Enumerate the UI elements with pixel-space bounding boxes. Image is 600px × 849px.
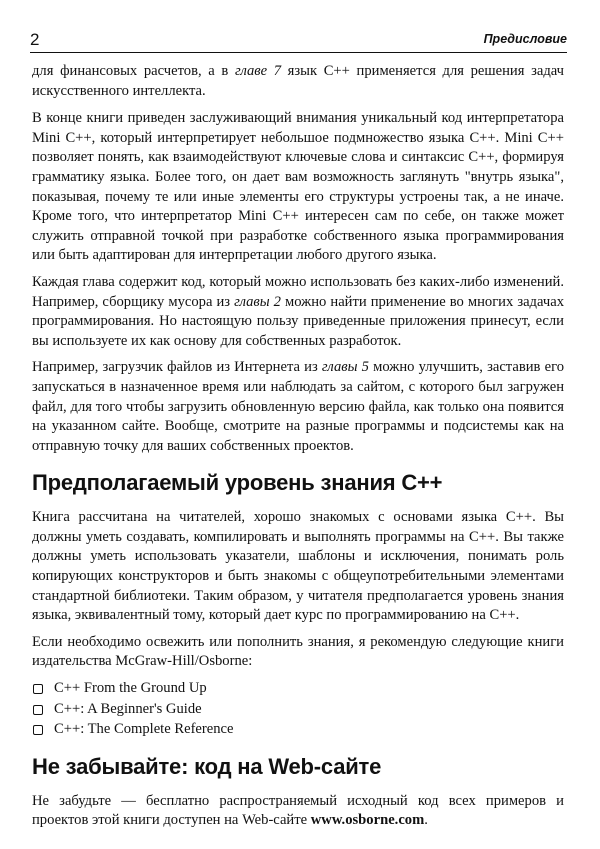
book-title: C++: A Beginner's Guide — [54, 700, 202, 717]
page-header — [30, 30, 567, 53]
text-run: можно улучшить, заставив его запускаться в назначенное время или наблюдать за сайтом, с которого был загружен файл, для того чтобы загрузить обновленную версию файла, как только она появится на указанном сайте. Вообще, смотрите на разные программы и подсистемы как на отправную точку для ваших собственных проектов. — [32, 359, 564, 454]
book-title: C++: The Complete Reference — [54, 721, 234, 738]
section-heading-knowledge: Предполагаемый уровень знания C++ — [32, 470, 443, 496]
book-list — [32, 679, 564, 740]
text-run: Например, загрузчик файлов из Интернета из — [32, 359, 322, 376]
website-url: www.osborne.com — [310, 812, 425, 829]
chapter-reference: главы 5 — [321, 359, 369, 376]
paragraph-audience: Книга рассчитана на читателей, хорошо знакомых с основами языка C++. Вы должны уметь создавать, компилировать и выполнять программы на C++. Вы также должны уметь использовать указатели, шаблоны и исключения, понимать роль копирующих конструкторов и быть знакомы с общеупотребительными элементами стандартной библиотеки. Таким образом, у читателя предполагается уровень знания языка, эквивалентный тому, который дает курс по программированию на C++. — [32, 509, 564, 624]
paragraph-continued — [32, 62, 564, 101]
text-run: язык C++ применяется для решения задач искусственного интеллекта. — [32, 63, 564, 99]
list-item — [32, 679, 564, 699]
text-run: можно найти применение во многих задачах программирования. Но настоящую пользу приведенные приложения принесут, если вы используете их как основу для собственных разработок. — [32, 293, 564, 349]
paragraph-recommend: Если необходимо освежить или пополнить знания, я рекомендую следующие книги издательства McGraw-Hill/Osborne: — [32, 633, 564, 670]
paragraph-downloader — [32, 358, 564, 456]
text-run: Не забудьте — бесплатно распространяемый исходный код всех примеров и проектов этой книги доступен на Web-сайте — [32, 792, 564, 829]
paragraph-interpreter: В конце книги приведен заслуживающий внимания уникальный код интерпретатора Mini C++, который интерпретирует небольшое подмножество языка C++. Mini C++ позволяет понять, как взаимодействуют ключевые слова и синтаксис C++, формируя грамматику языка. Более того, он дает вам возможность заглянуть "внутрь языка", показывая, почему те или иные элементы его структуры устроены так, а не иначе. Кроме того, что интерпретатор Mini C++ интересен сам по себе, он также может служить отправной точкой при разработке собственного языка программирования или быть адаптирован для интерпретации любого другого языка. — [32, 110, 564, 264]
running-title: Предисловие — [483, 32, 567, 46]
section-heading-website: Не забывайте: код на Web-сайте — [32, 753, 382, 779]
page-number: 2 — [30, 30, 40, 49]
checkbox-bullet-icon — [33, 725, 43, 735]
chapter-reference: главы 2 — [234, 293, 281, 310]
paragraph-website — [32, 792, 564, 831]
chapter-reference: главе 7 — [234, 63, 282, 79]
text-run: для финансовых расчетов, а в — [32, 63, 235, 79]
checkbox-bullet-icon — [33, 684, 43, 694]
list-item — [32, 700, 564, 720]
text-run: . — [424, 812, 428, 829]
paragraph-chapter-code — [32, 273, 564, 351]
text-run: Каждая глава содержит код, который можно использовать без каких-либо изменений. Например, сборщику мусора из — [32, 273, 564, 310]
book-title: C++ From the Ground Up — [54, 680, 207, 697]
list-item — [32, 720, 564, 740]
checkbox-bullet-icon — [33, 705, 43, 715]
page-body — [32, 62, 564, 838]
